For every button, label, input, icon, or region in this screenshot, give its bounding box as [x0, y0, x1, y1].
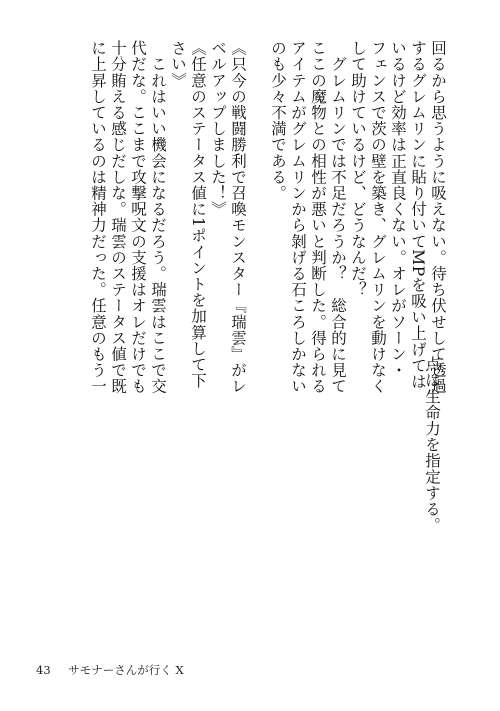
page-footer [36, 662, 184, 678]
text-line: 《只今の戦闘勝利で召喚モンスター『瑞雲』がレ [229, 40, 247, 395]
text-line: 十分賄える感じだしな。瑞雲のステータス値で既 [109, 40, 127, 395]
upper-text-block [88, 40, 448, 395]
text-line: さい》 [169, 40, 187, 89]
page-number: 43 [36, 663, 51, 677]
text-line: ここの魔物との相性が悪いと判断した。得られる [309, 40, 327, 395]
text-line: アイテムがグレムリンから剝げる石ころしかない [289, 40, 307, 395]
text-line: 点は生命力を指定する。 [423, 356, 441, 534]
text-line: に上昇しているのは精神力だった。任意のもう一 [89, 40, 107, 395]
book-title: サモナーさんが行く Ⅹ [68, 663, 184, 677]
text-line: フェンスで茨の壁を築き、グレムリンを動けなく [369, 40, 387, 395]
text-line: のも少々不満である。 [269, 40, 287, 201]
text-line: 代だな。ここまで攻撃呪文の支援はオレだけでも [129, 40, 147, 395]
text-line: 回るから思うように吸えない。待ち伏せして透過 [429, 40, 447, 395]
text-line: これはいい機会になるだろう。瑞雲はここで交 [149, 40, 167, 395]
text-line: グレムリンでは不足だろうか？ 総合的に見て [329, 40, 347, 395]
text-line: するグレムリンに貼り付いてMPを吸い上げては [409, 40, 427, 390]
lower-text-block [422, 356, 442, 656]
text-line: 《任意のステータス値に1ポイントを加算して下 [189, 40, 207, 389]
text-line: いるけど効率は正直良くない。オレがソーン・ [389, 40, 407, 379]
text-line: ベルアップしました！》 [209, 40, 227, 218]
text-line: して助けているけど、どうなんだ？ [349, 40, 367, 298]
text-line [248, 40, 268, 340]
